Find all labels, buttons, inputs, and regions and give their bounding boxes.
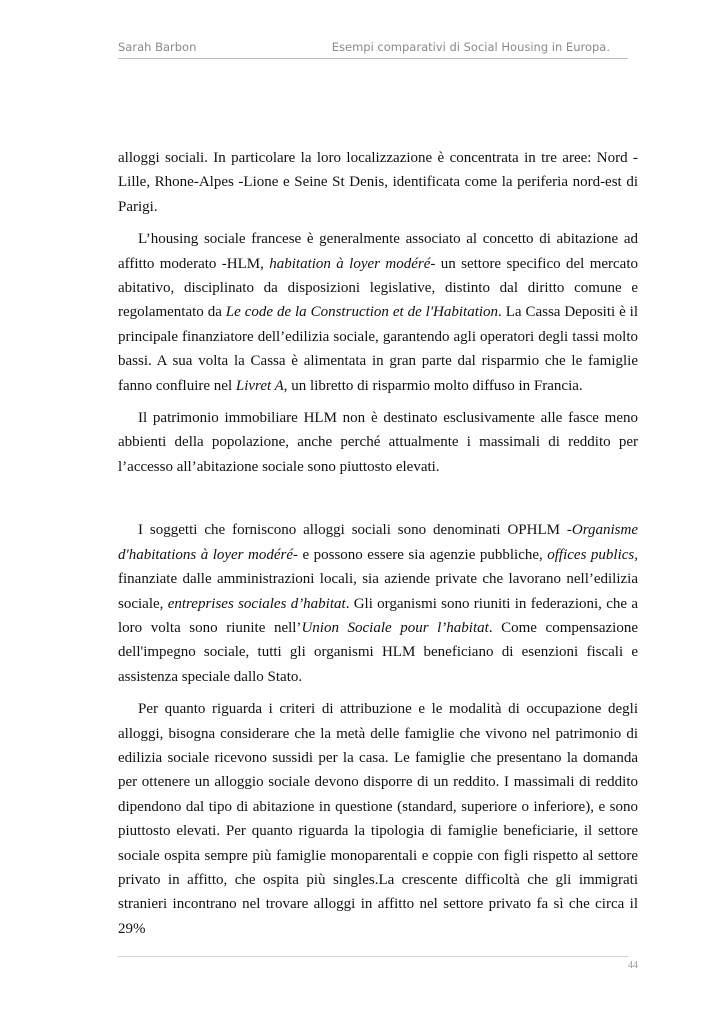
text-run: - un settore specifico del mercato abitativo, disciplinato da disposizioni legislative, distinto dal diritto comune e regolamentato da [118, 255, 638, 321]
document-body [118, 146, 638, 949]
footer-divider [118, 956, 628, 957]
italic-term: Le code de la Construction et de l'Habitation [225, 304, 499, 321]
text-run: - e possono essere sia agenzie pubbliche, [293, 546, 548, 563]
paragraph-4 [118, 518, 638, 689]
text-run: Il patrimonio immobiliare HLM non è destinato esclusivamente alle fasce meno abbienti della popolazione, anche perché attualmente i massimali di reddito per l’accesso all’abitazione sociale sono piuttosto elevati. [118, 410, 638, 475]
text-run: , finanziate dalle amministrazioni locali, sia aziende private che lavorano nell’edilizia sociale, [118, 546, 638, 612]
italic-term: offices publics [547, 546, 635, 563]
paragraph-5 [118, 697, 638, 941]
header-divider [118, 58, 628, 59]
text-run: . Come compensazione dell'impegno sociale, tutti gli organismi HLM beneficiano di esenzioni fiscali e assistenza speciale dallo Stato. [118, 619, 638, 685]
header-document-title: Esempi comparativi di Social Housing in Europa. [331, 40, 610, 54]
text-run: . Gli organismi sono riuniti in federazioni, che a loro volta sono riunite nell’ [118, 595, 638, 636]
text-run: I soggetti che forniscono alloggi sociali sono denominati OPHLM - [138, 522, 572, 539]
paragraph-2 [118, 227, 638, 398]
text-run: L’housing sociale francese è generalmente associato al concetto di abitazione ad affitto moderato -HLM, [118, 231, 638, 272]
paragraph-1 [118, 146, 638, 219]
text-run: . La Cassa Depositi è il principale finanziatore dell’edilizia sociale, garantendo agli operatori degli tassi molto bassi. A sua volta la Cassa è alimentata in gran parte dal risparmio che le famiglie fanno confluire nel [118, 304, 639, 394]
page-number: 44 [628, 960, 638, 971]
italic-term: Organisme d'habitations à loyer modéré [118, 522, 638, 563]
text-run: alloggi sociali. In particolare la loro localizzazione è concentrata in tre aree: Nord -Lille, Rhone-Alpes -Lione e Seine St Denis, identificata come la periferia nord-est di Parigi. [118, 150, 638, 215]
text-run: Per quanto riguarda i criteri di attribuzione e le modalità di occupazione degli alloggi, bisogna considerare che la metà delle famiglie che vivono nel patrimonio di edilizia sociale ricevono sussidi per la casa. Le famiglie che presentano la domanda per ottenere un alloggio sociale devono disporre di un reddito. I massimali di reddito dipendono dal tipo di abitazione in questione (standard, superiore o inferiore), e sono piuttosto elevati. Per quanto riguarda la tipologia di famiglie beneficiarie, il settore sociale ospita sempre più famiglie monoparentali e coppie con figli rispetto al settore privato in affitto, che ospita più singles.La crescente difficoltà che gli immigrati stranieri incontrano nel trovare alloggi in affitto nel settore privato fa sì che circa il 29% [118, 701, 638, 937]
text-run: , un libretto di risparmio molto diffuso in Francia. [283, 377, 583, 394]
italic-term: Union Sociale pour l’habitat [301, 619, 489, 636]
italic-term: entreprises sociales d’habitat [167, 595, 346, 612]
italic-term: habitation à loyer modéré [269, 255, 431, 272]
header-author: Sarah Barbon [118, 40, 197, 54]
paragraph-3 [118, 406, 638, 479]
italic-term: Livret A [235, 377, 284, 394]
